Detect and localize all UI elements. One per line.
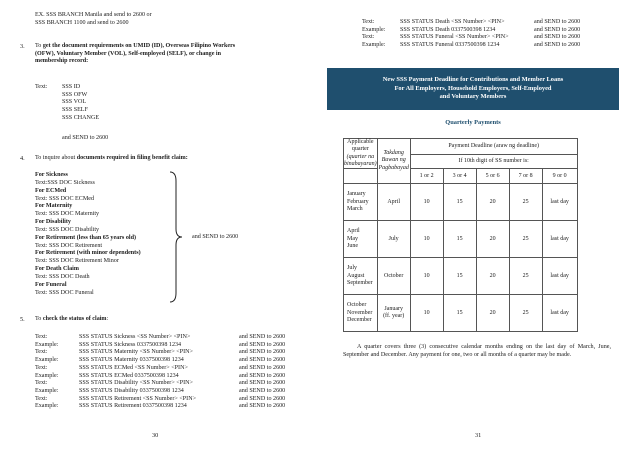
deadline-cell: 15 [443, 295, 476, 332]
quarter-month: July [347, 265, 358, 272]
item-4-lead: To inquire about [35, 155, 76, 161]
status-row [362, 42, 580, 50]
header-spacer [344, 169, 378, 184]
digit-column-header: 7 or 8 [509, 169, 542, 184]
deadline-cell: 10 [410, 295, 443, 332]
right-brace-icon [168, 171, 184, 303]
banner-line: New SSS Payment Deadline for Contributions and Member Loans [382, 76, 564, 84]
claim-group-text: Text: SSS DOC ECMed [35, 195, 94, 202]
item-5-lead: To [35, 316, 42, 322]
status-row-send: and SEND to 2600 [239, 380, 286, 387]
status-row-command: SSS STATUS Disability <SS Number> <PIN> [79, 380, 193, 387]
digit-column-header: 9 or 0 [542, 169, 577, 184]
status-row-send: and SEND to 2600 [239, 334, 286, 340]
deadline-cell: last day [542, 184, 577, 221]
due-month-line: January [384, 305, 403, 312]
claim-group-text: Text: SSS DOC Funeral [35, 289, 94, 296]
table-row [344, 295, 578, 332]
quarter-note-paragraph: A quarter covers three (3) consecutive calendar months ending on the last day of March, June, September and December. Any payment for one, two or all months of a quarter may be made. [343, 344, 611, 358]
header-payment-deadline: Payment Deadline (araw ng deadline) [410, 139, 577, 155]
header-line: (quarter na [346, 153, 375, 160]
deadline-cell: 10 [410, 184, 443, 221]
status-row-send: and SEND to 2600 [239, 372, 286, 379]
intro-line: SSS BRANCH 1100 and send to 2600 [35, 19, 129, 26]
quarter-month: January [347, 191, 366, 198]
code-line: SSS VOL [62, 99, 87, 106]
claim-group-text: Text: SSS DOC Retirement Minor [35, 258, 119, 265]
claim-group-text: Text: SSS DOC Death [35, 273, 90, 280]
status-row-command: SSS STATUS Retirement 0337500398 1234 [79, 403, 187, 410]
intro-example [35, 12, 152, 27]
status-row-send: and SEND to 2600 [239, 357, 286, 364]
quarter-month: May [347, 235, 358, 242]
item-4-bold: documents required in filing benefit claim: [76, 155, 188, 161]
status-row [35, 373, 285, 381]
item-3-codes [62, 84, 99, 123]
claim-group-title: For Sickness [35, 172, 68, 178]
status-row-send: and SEND to 2600 [239, 349, 286, 356]
status-row-label: Text: [362, 19, 375, 25]
quarter-cell [344, 184, 378, 221]
status-row-command: SSS STATUS Funeral 0337500398 1234 [400, 42, 500, 49]
status-row-label: Text: [35, 334, 48, 340]
status-row-send: and SEND to 2600 [534, 26, 581, 33]
claim-group-title: For Disability [35, 219, 71, 226]
status-row-send: and SEND to 2600 [239, 341, 286, 348]
status-row-command: SSS STATUS ECMed 0337500398 1234 [79, 372, 179, 379]
status-row-send: and SEND to 2600 [239, 395, 286, 402]
status-row [35, 357, 285, 365]
status-row-label: Example: [35, 372, 59, 379]
item-3-send: and SEND to 2600 [62, 135, 109, 141]
claim-document-list [35, 172, 141, 298]
deadline-cell: 25 [509, 258, 542, 295]
code-line: SSS OFW [62, 91, 88, 98]
item-3-lead: To [35, 43, 42, 49]
status-row-send: and SEND to 2600 [239, 387, 286, 394]
deadline-cell: 25 [509, 184, 542, 221]
header-line: Pagbabayad [378, 164, 409, 171]
claim-group-title: For Maternity [35, 203, 73, 210]
item-3-number: 3. [20, 43, 25, 50]
deadline-cell: last day [542, 258, 577, 295]
deadline-cell: 20 [476, 221, 509, 258]
deadline-cell: 25 [509, 221, 542, 258]
status-row-command: SSS STATUS Retirement <SS Number> <PIN> [79, 395, 197, 402]
claim-group-title: For Death Claim [35, 266, 79, 273]
status-row-command: SSS STATUS Maternity 0337500398 1234 [79, 357, 184, 364]
status-row-command: SSS STATUS ECMed <SS Number> <PIN> [79, 364, 188, 371]
quarter-month: March [347, 205, 363, 212]
status-row [362, 19, 580, 27]
status-row [35, 403, 285, 411]
status-row [35, 365, 285, 373]
header-line: Buwan ng [381, 157, 406, 164]
banner-line: and Voluntary Members [439, 93, 507, 101]
status-row-command: SSS STATUS Funeral <SS Number> <PIN> [400, 34, 509, 41]
due-month-line: (ff. year) [383, 313, 405, 320]
claim-group-title: For ECMed [35, 187, 67, 194]
code-line: SSS CHANGE [62, 114, 100, 121]
status-row-command: SSS STATUS Sickness 0337500398 1234 [79, 341, 182, 348]
deadline-cell: last day [542, 295, 577, 332]
status-claim-list [35, 334, 285, 411]
item-3-text: get the document requirements on UMID (ID), Overseas Filipino Workers [42, 43, 236, 49]
status-row-label: Example: [35, 341, 59, 348]
code-line: SSS ID [62, 84, 81, 90]
status-row-label: Example: [35, 387, 59, 394]
right-page [319, 0, 638, 452]
page-number: 30 [152, 432, 159, 439]
quarter-cell [344, 258, 378, 295]
text-label: Text: [35, 84, 48, 90]
status-row-send: and SEND to 2600 [239, 364, 286, 371]
quarter-month: November [347, 309, 373, 316]
quarter-month: April [347, 228, 360, 235]
status-row [362, 27, 580, 35]
deadline-cell: last day [542, 221, 577, 258]
item-5-colon: : [106, 316, 109, 322]
header-digit-rule: If 10th digit of SS number is: [410, 154, 577, 169]
item-4-send: and SEND to 2600 [192, 234, 239, 240]
claim-group-text: Text:SSS DOC Sickness [35, 179, 95, 186]
deadline-cell: 15 [443, 258, 476, 295]
page-number: 31 [475, 432, 482, 439]
quarter-month: August [347, 272, 365, 279]
digit-column-header: 3 or 4 [443, 169, 476, 184]
header-line: binabayaran) [344, 160, 377, 167]
claim-group-text: Text: SSS DOC Disability [35, 226, 100, 233]
status-row [35, 342, 285, 350]
status-row [362, 34, 580, 42]
status-row-command: SSS STATUS Death 0337500398 1234 [400, 26, 496, 33]
item-4-number: 4. [20, 155, 25, 162]
header-line: Applicable [347, 139, 374, 145]
table-row [344, 221, 578, 258]
claim-group-title: For Funeral [35, 281, 67, 288]
claim-group-title: For Retirement (less than 65 years old) [35, 234, 136, 241]
due-month-cell [377, 295, 410, 332]
code-line: SSS SELF [62, 107, 88, 114]
deadline-cell: 20 [476, 295, 509, 332]
item-3-text: membership record: [35, 58, 89, 65]
digit-column-header: 5 or 6 [476, 169, 509, 184]
table-row [344, 258, 578, 295]
status-row-label: Text: [35, 395, 48, 402]
status-row-label: Text: [35, 349, 48, 356]
table-row [344, 184, 578, 221]
status-row [35, 349, 285, 357]
deadline-cell: 20 [476, 258, 509, 295]
quarter-month: September [347, 279, 373, 286]
status-row-label: Example: [362, 42, 386, 49]
status-row-label: Text: [35, 380, 48, 387]
quarter-month: February [347, 198, 369, 205]
header-applicable-quarter [344, 139, 378, 169]
deadline-cell: 15 [443, 221, 476, 258]
status-row-send: and SEND to 2600 [534, 34, 581, 41]
item-3-heading [35, 43, 235, 66]
deadline-cell: 25 [509, 295, 542, 332]
deadline-cell: 15 [443, 184, 476, 221]
status-row-command: SSS STATUS Maternity <SS Number> <PIN> [79, 349, 193, 356]
item-5-number: 5. [20, 316, 25, 323]
status-row [35, 380, 285, 388]
quarter-cell [344, 221, 378, 258]
deadline-cell: 10 [410, 221, 443, 258]
quarter-cell [344, 295, 378, 332]
claim-group-text: Text: SSS DOC Retirement [35, 242, 103, 249]
status-row-command: SSS STATUS Death <SS Number> <PIN> [400, 19, 505, 25]
status-row-command: SSS STATUS Disability 0337500398 1234 [79, 387, 184, 394]
deadline-cell: 10 [410, 258, 443, 295]
status-row [35, 334, 285, 342]
quarter-month: October [347, 302, 367, 309]
status-row [35, 388, 285, 396]
item-5-heading [35, 316, 108, 324]
status-row-label: Text: [35, 364, 48, 371]
section-title: Quarterly Payments [445, 119, 501, 126]
item-3-text: (OFW), Voluntary Member (VOL), Self-employed (SELF), or change in [35, 50, 222, 57]
claim-group-text: Text: SSS DOC Maternity [35, 211, 100, 218]
item-4-heading [35, 155, 188, 163]
status-row-label: Example: [362, 26, 386, 33]
left-page [0, 0, 317, 452]
status-row-command: SSS STATUS Sickness <SS Number> <PIN> [79, 334, 191, 340]
quarter-month: June [347, 242, 358, 249]
header-line: Takdang [383, 150, 404, 157]
payment-deadline-table [343, 138, 578, 332]
status-row-send: and SEND to 2600 [534, 19, 581, 25]
status-row-label: Text: [362, 34, 375, 41]
header-line: quarter [351, 146, 369, 153]
item-5-bold: check the status of claim [42, 316, 107, 322]
status-row-send: and SEND to 2600 [534, 42, 581, 49]
due-month-cell: April [377, 184, 410, 221]
digit-column-header: 1 or 2 [410, 169, 443, 184]
status-claim-list-continued [362, 19, 580, 50]
due-month-cell: October [377, 258, 410, 295]
status-row-label: Example: [35, 403, 59, 410]
deadline-cell: 20 [476, 184, 509, 221]
banner-line: For All Employers, Household Employers, Self-Employed [394, 84, 552, 92]
quarter-month: December [347, 316, 372, 323]
status-row-send: and SEND to 2600 [239, 403, 286, 410]
deadline-banner [327, 68, 619, 110]
intro-line: EX. SSS BRANCH Manila and send to 2600 or [35, 12, 152, 18]
header-takdang-buwan [377, 139, 410, 184]
due-month-cell: July [377, 221, 410, 258]
status-row-label: Example: [35, 357, 59, 364]
claim-group-title: For Retirement (with minor dependents) [35, 250, 141, 257]
status-row [35, 396, 285, 404]
